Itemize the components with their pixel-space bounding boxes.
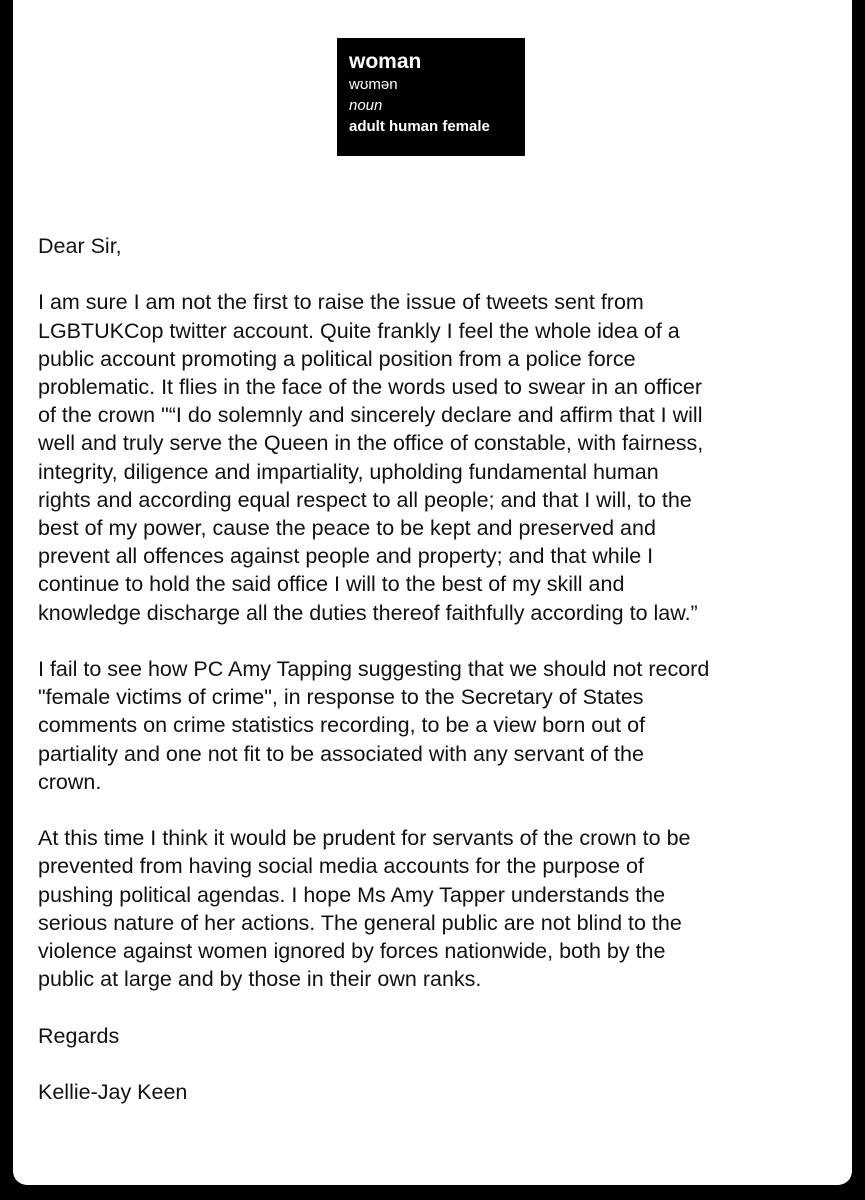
closing: Regards [38, 1023, 120, 1048]
logo-word: woman [349, 50, 422, 73]
letter-body [38, 232, 838, 1134]
logo-pronunciation: wʊmən [349, 76, 398, 93]
letter-page [13, 0, 852, 1185]
salutation: Dear Sir, [38, 234, 122, 258]
woman-definition-logo [337, 38, 525, 156]
signature: Kellie-Jay Keen [38, 1080, 188, 1105]
paragraph-1: I am sure I am not the first to raise the issue of tweets sent from LGBTUKCop twitter account. Quite frankly I feel the whole idea of a public account promoting a political position from a police force problematic. It flies in the face of the words used to swear in an officer of the crown "“I do solemnly and sincerely declare and affirm that I will well and truly serve the Queen in the office of constable, with fairness, integrity, diligence and impartiality, upholding fundamental human rights and according equal respect to all people; and that I will, to the best of my power, cause the peace to be kept and preserved and prevent all offences against people and property; and that while I continue to hold the said office I will to the best of my skill and knowledge discharge all the duties thereof faithfully according to law.” [38, 290, 704, 625]
logo-part-of-speech: noun [349, 97, 383, 114]
paragraph-3: At this time I think it would be prudent for servants of the crown to be prevented from having social media accounts for the purpose of pushing political agendas. I hope Ms Amy Tapper understands the serious nature of her actions. The general public are not blind to the violence against women ignored by forces nationwide, both by the public at large and by those in their own ranks. [38, 826, 691, 992]
logo-definition: adult human female [349, 118, 490, 135]
paragraph-2: I fail to see how PC Amy Tapping suggesting that we should not record "female victims of crime", in response to the Secretary of States comments on crime statistics recording, to be a view born out of partiality and one not fit to be associated with any servant of the crown. [38, 657, 710, 794]
